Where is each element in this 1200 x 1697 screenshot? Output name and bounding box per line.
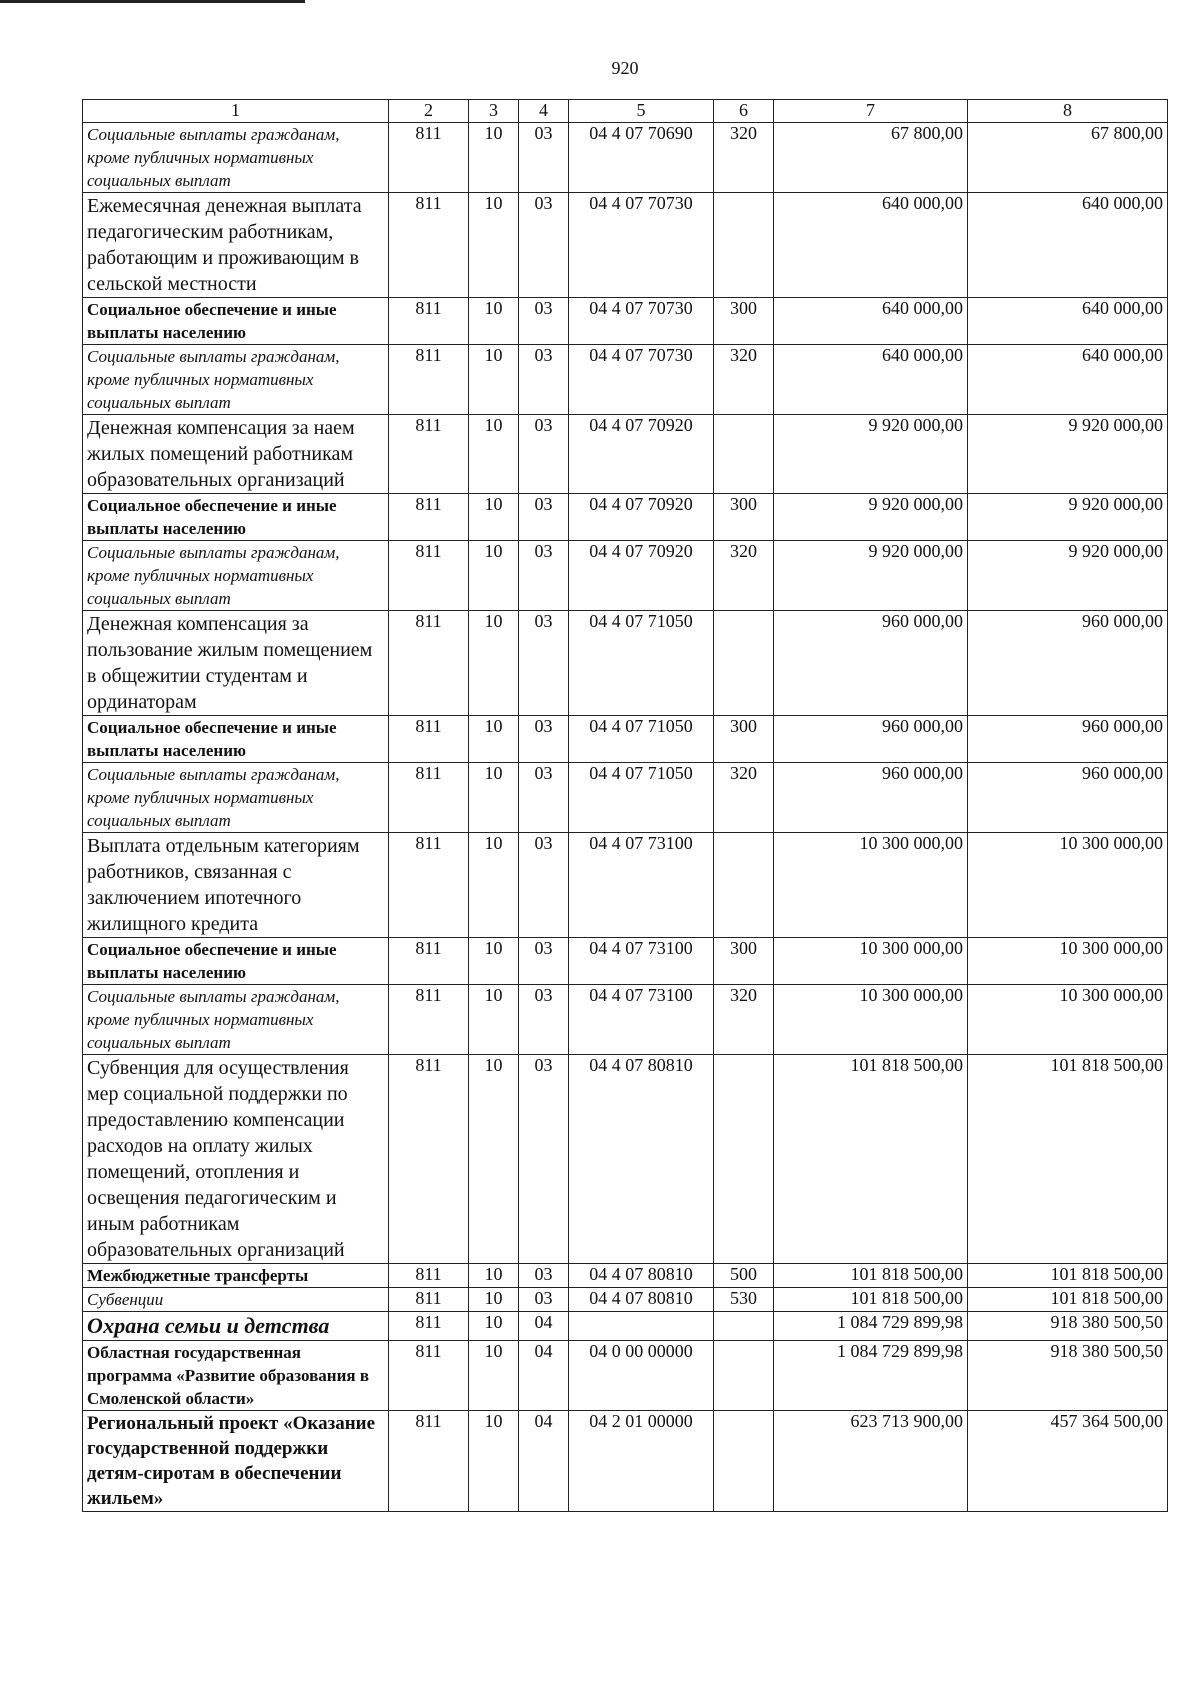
amount-year-2: 640 000,00 [968,345,1168,415]
section-code: 10 [469,298,519,345]
subsection-code: 03 [519,345,569,415]
target-article-code: 04 2 01 00000 [569,1411,714,1512]
amount-year-1: 10 300 000,00 [774,833,968,938]
section-code: 10 [469,833,519,938]
ministry-code: 811 [389,345,469,415]
expense-type-code [714,1312,774,1341]
amount-year-2: 457 364 500,00 [968,1411,1168,1512]
amount-year-2: 918 380 500,50 [968,1312,1168,1341]
amount-year-1: 67 800,00 [774,123,968,193]
subsection-code: 03 [519,541,569,611]
amount-year-1: 101 818 500,00 [774,1288,968,1312]
ministry-code: 811 [389,1411,469,1512]
amount-year-2: 67 800,00 [968,123,1168,193]
section-code: 10 [469,1411,519,1512]
table-row [83,985,1168,1055]
table-row [83,494,1168,541]
table-row [83,611,1168,716]
amount-year-1: 623 713 900,00 [774,1411,968,1512]
expense-name: Социальное обеспечение и иные выплаты населению [83,938,389,985]
target-article-code: 04 4 07 80810 [569,1264,714,1288]
section-code: 10 [469,611,519,716]
subsection-code: 03 [519,193,569,298]
column-header: 2 [389,100,469,123]
top-rule [0,0,305,3]
amount-year-2: 960 000,00 [968,716,1168,763]
amount-year-1: 101 818 500,00 [774,1264,968,1288]
ministry-code: 811 [389,985,469,1055]
expense-type-code [714,833,774,938]
subsection-code: 04 [519,1312,569,1341]
expense-name: Охрана семьи и детства [83,1312,389,1341]
expense-type-code: 320 [714,123,774,193]
amount-year-1: 640 000,00 [774,193,968,298]
amount-year-1: 640 000,00 [774,345,968,415]
table-row [83,763,1168,833]
target-article-code: 04 4 07 73100 [569,833,714,938]
page-number: 920 [611,58,639,78]
target-article-code: 04 4 07 70920 [569,541,714,611]
subsection-code: 03 [519,985,569,1055]
amount-year-2: 640 000,00 [968,298,1168,345]
ministry-code: 811 [389,541,469,611]
amount-year-2: 10 300 000,00 [968,985,1168,1055]
target-article-code: 04 4 07 80810 [569,1288,714,1312]
expense-name: Социальное обеспечение и иные выплаты населению [83,494,389,541]
expense-name: Социальное обеспечение и иные выплаты населению [83,298,389,345]
expense-type-code: 320 [714,345,774,415]
column-header: 6 [714,100,774,123]
ministry-code: 811 [389,123,469,193]
subsection-code: 03 [519,494,569,541]
table-row [83,1055,1168,1264]
amount-year-2: 10 300 000,00 [968,833,1168,938]
amount-year-1: 10 300 000,00 [774,985,968,1055]
table-row [83,1264,1168,1288]
expense-type-code: 300 [714,298,774,345]
target-article-code: 04 4 07 80810 [569,1055,714,1264]
target-article-code: 04 4 07 73100 [569,938,714,985]
ministry-code: 811 [389,833,469,938]
expense-type-code [714,1055,774,1264]
section-code: 10 [469,1312,519,1341]
amount-year-1: 640 000,00 [774,298,968,345]
section-code: 10 [469,123,519,193]
expense-name: Социальные выплаты гражданам, кроме публичных нормативных социальных выплат [83,123,389,193]
subsection-code: 03 [519,938,569,985]
table-row [83,1312,1168,1341]
expense-name: Социальные выплаты гражданам, кроме публичных нормативных социальных выплат [83,345,389,415]
subsection-code: 03 [519,123,569,193]
column-header: 7 [774,100,968,123]
ministry-code: 811 [389,938,469,985]
amount-year-1: 960 000,00 [774,763,968,833]
amount-year-1: 960 000,00 [774,716,968,763]
table-row [83,193,1168,298]
table-row [83,833,1168,938]
table-row [83,345,1168,415]
expense-type-code [714,415,774,494]
expense-type-code [714,611,774,716]
subsection-code: 03 [519,1288,569,1312]
expense-name: Межбюджетные трансферты [83,1264,389,1288]
target-article-code: 04 0 00 00000 [569,1341,714,1411]
ministry-code: 811 [389,1341,469,1411]
amount-year-1: 101 818 500,00 [774,1055,968,1264]
subsection-code: 04 [519,1411,569,1512]
column-header: 4 [519,100,569,123]
section-code: 10 [469,494,519,541]
ministry-code: 811 [389,1312,469,1341]
ministry-code: 811 [389,298,469,345]
expense-type-code: 320 [714,541,774,611]
expense-type-code: 300 [714,938,774,985]
section-code: 10 [469,541,519,611]
expense-type-code [714,1341,774,1411]
target-article-code: 04 4 07 70730 [569,345,714,415]
target-article-code: 04 4 07 71050 [569,611,714,716]
ministry-code: 811 [389,415,469,494]
expense-name: Социальное обеспечение и иные выплаты населению [83,716,389,763]
expense-name: Ежемесячная денежная выплата педагогическим работникам, работающим и проживающим в сельской местности [83,193,389,298]
expense-type-code: 320 [714,985,774,1055]
subsection-code: 03 [519,763,569,833]
expense-name: Субвенция для осуществления мер социальной поддержки по предоставлению компенсации расходов на оплату жилых помещений, отопления и освещения педагогическим и иным работникам образовательных организаций [83,1055,389,1264]
budget-table [82,99,1168,1512]
expense-name: Денежная компенсация за пользование жилым помещением в общежитии студентам и ординаторам [83,611,389,716]
amount-year-2: 960 000,00 [968,763,1168,833]
table-row [83,298,1168,345]
section-code: 10 [469,763,519,833]
ministry-code: 811 [389,494,469,541]
expense-type-code: 500 [714,1264,774,1288]
section-code: 10 [469,193,519,298]
target-article-code: 04 4 07 70730 [569,298,714,345]
ministry-code: 811 [389,193,469,298]
target-article-code [569,1312,714,1341]
expense-name: Социальные выплаты гражданам, кроме публичных нормативных социальных выплат [83,763,389,833]
expense-type-code [714,193,774,298]
expense-type-code: 530 [714,1288,774,1312]
expense-name: Денежная компенсация за наем жилых помещений работникам образовательных организаций [83,415,389,494]
column-header: 8 [968,100,1168,123]
amount-year-1: 1 084 729 899,98 [774,1341,968,1411]
section-code: 10 [469,415,519,494]
subsection-code: 04 [519,1341,569,1411]
amount-year-1: 1 084 729 899,98 [774,1312,968,1341]
section-code: 10 [469,985,519,1055]
subsection-code: 03 [519,611,569,716]
section-code: 10 [469,1341,519,1411]
section-code: 10 [469,1055,519,1264]
expense-name: Социальные выплаты гражданам, кроме публичных нормативных социальных выплат [83,985,389,1055]
section-code: 10 [469,1288,519,1312]
expense-name: Региональный проект «Оказание государственной поддержки детям-сиротам в обеспечении жильем» [83,1411,389,1512]
amount-year-2: 101 818 500,00 [968,1055,1168,1264]
subsection-code: 03 [519,833,569,938]
section-code: 10 [469,345,519,415]
subsection-code: 03 [519,415,569,494]
amount-year-2: 9 920 000,00 [968,541,1168,611]
subsection-code: 03 [519,716,569,763]
target-article-code: 04 4 07 70920 [569,415,714,494]
ministry-code: 811 [389,611,469,716]
amount-year-2: 960 000,00 [968,611,1168,716]
ministry-code: 811 [389,1055,469,1264]
ministry-code: 811 [389,1288,469,1312]
expense-name: Областная государственная программа «Развитие образования в Смоленской области» [83,1341,389,1411]
amount-year-2: 9 920 000,00 [968,415,1168,494]
amount-year-2: 10 300 000,00 [968,938,1168,985]
ministry-code: 811 [389,763,469,833]
expense-type-code: 300 [714,716,774,763]
table-row [83,415,1168,494]
expense-name: Выплата отдельным категориям работников, связанная с заключением ипотечного жилищного кредита [83,833,389,938]
subsection-code: 03 [519,298,569,345]
subsection-code: 03 [519,1264,569,1288]
amount-year-2: 9 920 000,00 [968,494,1168,541]
ministry-code: 811 [389,716,469,763]
table-row [83,938,1168,985]
amount-year-1: 9 920 000,00 [774,541,968,611]
expense-type-code: 320 [714,763,774,833]
subsection-code: 03 [519,1055,569,1264]
target-article-code: 04 4 07 71050 [569,716,714,763]
column-header: 3 [469,100,519,123]
amount-year-1: 960 000,00 [774,611,968,716]
column-header: 1 [83,100,389,123]
table-row [83,716,1168,763]
target-article-code: 04 4 07 71050 [569,763,714,833]
table-row [83,1341,1168,1411]
amount-year-1: 9 920 000,00 [774,415,968,494]
amount-year-2: 918 380 500,50 [968,1341,1168,1411]
amount-year-1: 9 920 000,00 [774,494,968,541]
table-row [83,1411,1168,1512]
amount-year-2: 101 818 500,00 [968,1264,1168,1288]
table-header-row [83,100,1168,123]
section-code: 10 [469,716,519,763]
target-article-code: 04 4 07 70920 [569,494,714,541]
table-row [83,1288,1168,1312]
section-code: 10 [469,1264,519,1288]
section-code: 10 [469,938,519,985]
table-body [83,100,1168,1512]
expense-type-code [714,1411,774,1512]
column-header: 5 [569,100,714,123]
target-article-code: 04 4 07 70690 [569,123,714,193]
table-row [83,541,1168,611]
expense-name: Социальные выплаты гражданам, кроме публичных нормативных социальных выплат [83,541,389,611]
target-article-code: 04 4 07 73100 [569,985,714,1055]
amount-year-2: 640 000,00 [968,193,1168,298]
ministry-code: 811 [389,1264,469,1288]
table-row [83,123,1168,193]
expense-name: Субвенции [83,1288,389,1312]
amount-year-2: 101 818 500,00 [968,1288,1168,1312]
target-article-code: 04 4 07 70730 [569,193,714,298]
expense-type-code: 300 [714,494,774,541]
amount-year-1: 10 300 000,00 [774,938,968,985]
